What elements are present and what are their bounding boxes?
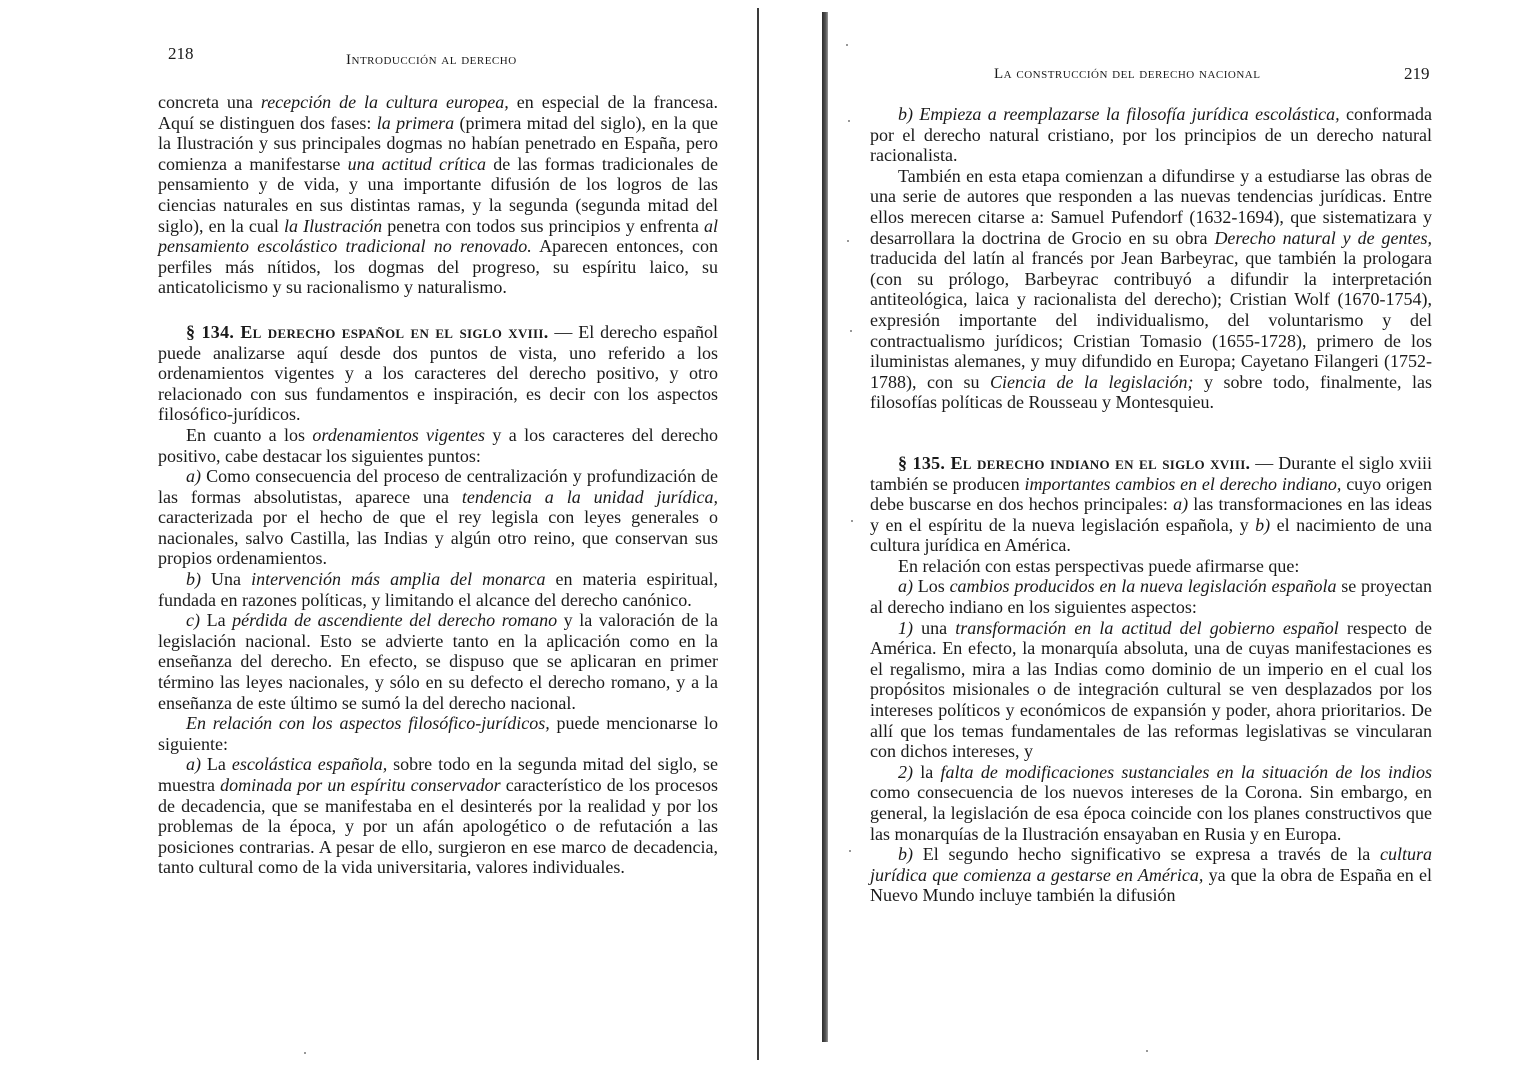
italic-text: ordenamientos vigentes (312, 424, 486, 445)
text-segment: respecto de América. En efecto, la monarquía absoluta, una de cuyas manifestaciones es el regalismo, mira a las Indias como dominio de un imperio en el cual los propósitos misionales o de integración cultural se ven desplazados por los intereses políticos y económicos de expansión y poder, ahora prioritarios. De allí que los temas fundamentales de las reformas legislativas se vincularan con dichos intereses, y (870, 617, 1432, 762)
text-segment: También en esta etapa comienzan a difundirse y a estudiarse las obras de una serie de autores que responden a las nuevas tendencias jurídicas. Entre ellos merecen citarse a: Samuel Pufendorf (1632-1694), que sistematizara y desarrollara la doctrina de Grocio en su obra (870, 165, 1432, 248)
italic-text: a) (186, 466, 201, 487)
text-segment: la (913, 761, 941, 782)
text-segment: Una (201, 569, 252, 590)
text-segment: Como consecuencia del proceso de centralización y profundización de las formas absolutistas, aparece una (158, 466, 718, 507)
italic-text: b) (898, 104, 913, 124)
page-number: 218 (168, 44, 194, 63)
italic-text: b) (186, 569, 201, 590)
paragraph (158, 610, 718, 713)
text-segment: conformada por el derecho natural cristiano, por los principios de un derecho natural racionalista. (870, 104, 1433, 166)
text-segment: y sobre todo, finalmente, las filosofías políticas de Rousseau y Montesquieu. (870, 371, 1432, 413)
text-segment: En relación con estas perspectivas puede afirmarse que: (898, 555, 1300, 576)
italic-text: b) (1255, 514, 1271, 535)
italic-text: b) (898, 844, 913, 865)
text-segment: puede mencionarse lo siguiente: (158, 713, 719, 754)
paragraph (870, 618, 1432, 762)
text-segment: ya que la obra de España en el Nuevo Mundo incluye también la difusión (870, 864, 1432, 906)
italic-text: una actitud crítica (347, 153, 486, 174)
italic-text: Ciencia de la legislación; (990, 371, 1194, 392)
italic-text: a) (898, 576, 913, 597)
running-head: Introducción al derecho (346, 52, 517, 68)
paragraph (870, 166, 1432, 413)
page-number: 219 (1404, 64, 1430, 83)
italic-text: recepción de la cultura europea, (260, 92, 509, 112)
body-text (870, 104, 1432, 906)
text-segment: el nacimiento de una cultura jurídica en América. (870, 514, 1432, 556)
italic-text: pérdida de ascendiente del derecho romano (232, 610, 558, 631)
section-paragraph (158, 322, 718, 425)
text-segment: Los (913, 576, 950, 597)
italic-text: 1) (898, 617, 913, 638)
paragraph (158, 713, 718, 754)
body-text (158, 92, 718, 878)
italic-text: cambios producidos en la nueva legislación española (949, 576, 1337, 597)
text-segment: característico de los procesos de decadencia, que se manifestaba en el desinterés por la realidad y por los problemas de la época, y por un afán apologético o de refutación a las posiciones contrarias. A pesar de ello, surgieron en ese marco de decadencia, tanto cultural como de la vida universitaria, valores individuales. (158, 775, 718, 878)
left-page (0, 0, 760, 1080)
text-segment: La (201, 754, 232, 775)
italic-text: transformación en la actitud del gobierno español (955, 617, 1339, 638)
text-segment: de las formas tradicionales de pensamiento y de vida, y una importante difusión de los logros de las ciencias naturales en sus distintas ramas, y la segunda (segunda mitad del siglo), en la cual (158, 153, 718, 236)
paragraph (158, 754, 718, 878)
paragraph (870, 104, 1432, 166)
text-segment: Aparecen entonces, con perfiles más nítidos, los dogmas del progreso, su espíritu laico, su anticatolicismo y su racionalismo y naturalismo. (158, 236, 719, 298)
text-segment: El segundo hecho significativo se expresa a través de la (913, 844, 1380, 865)
text-segment: las transformaciones en las ideas y en el espíritu de la nueva legislación española, y (870, 494, 1432, 535)
text-segment: penetra con todos sus principios y enfrenta (382, 215, 704, 236)
paragraph (870, 844, 1432, 906)
italic-text: importantes cambios en el derecho indiano, (1024, 473, 1342, 494)
right-page (766, 0, 1526, 1080)
paragraph (870, 576, 1432, 617)
text-segment: como consecuencia de los nuevos intereses de la Corona. Sin embargo, en general, la legislación de esa época coincide con los planes constructivos que las monarquías de la Ilustración ensayaban en Rusia y en Europa. (870, 782, 1432, 844)
paragraph (870, 762, 1432, 844)
text-segment: una (913, 617, 956, 638)
text-segment: En cuanto a los (186, 424, 313, 445)
text-segment: en materia espiritual, fundada en razones políticas, y limitando el alcance del derecho canónico. (158, 569, 718, 610)
text-segment: — El derecho español puede analizarse aquí desde dos puntos de vista, uno referido a los ordenamientos vigentes y a los caracteres del derecho positivo, y otro relacionado con sus fundamentos e inspiración, es decir con los aspectos filosófico-jurídicos. (158, 321, 718, 425)
paragraph (158, 466, 718, 569)
paragraph (870, 556, 1432, 577)
text-segment: en especial de la francesa. Aquí se distinguen dos fases: (158, 92, 718, 133)
running-head: La construcción del derecho nacional (994, 66, 1261, 82)
text-segment: La (199, 610, 233, 631)
italic-text: dominada por un espíritu conservador (220, 775, 501, 795)
italic-text: la Ilustración (283, 215, 383, 236)
text-segment: se proyectan al derecho indiano en los siguientes aspectos: (870, 576, 1433, 618)
italic-text: a) (1173, 494, 1189, 515)
text-segment: y la valoración de la legislación nacional. Esto se advierte tanto en la aplicación como en la enseñanza del derecho. En efecto, se dispuso que se aplicaran en primer término las leyes nacionales, y sólo en su defecto el derecho romano, y a la enseñanza de este último se sumó la del derecho nacional. (158, 610, 718, 713)
italic-text: escolástica española, (231, 754, 388, 775)
text-segment: (primera mitad del siglo), en la que la Ilustración y sus principales dogmas no habían penetrado en España, pero comienza a manifestarse (158, 112, 718, 174)
text-segment: — Durante el siglo xviii también se producen (870, 452, 1432, 494)
italic-text: tendencia a la unidad jurídica, (461, 486, 719, 507)
section-title: § 134. El derecho español en el siglo xviii. (186, 321, 549, 342)
paragraph (158, 569, 718, 610)
text-segment: concreta una (158, 92, 261, 112)
paragraph (158, 92, 718, 298)
paragraph (158, 425, 718, 466)
text-segment: y a los caracteres del derecho positivo, cabe destacar los siguientes puntos: (158, 424, 718, 466)
text-segment: cuyo origen debe buscarse en dos hechos principales: (870, 473, 1432, 515)
italic-text: Derecho natural y de gentes, (1214, 227, 1432, 248)
page-divider (757, 8, 759, 1060)
italic-text: En relación con los aspectos filosófico-jurídicos, (186, 713, 550, 734)
italic-text: cultura jurídica que comienza a gestarse en América, (870, 844, 1432, 885)
italic-text: Empieza a reemplazarse la filosofía jurídica escolástica, (919, 104, 1340, 124)
italic-text: c) (186, 610, 200, 631)
text-segment: sobre todo en la segunda mitad del siglo, se muestra (158, 754, 719, 795)
italic-text: a) (186, 754, 201, 775)
section-title: § 135. El derecho indiano en el siglo xviii. (898, 452, 1251, 473)
scan-speck (304, 1052, 306, 1054)
italic-text: 2) (898, 761, 913, 782)
section-paragraph (870, 453, 1432, 556)
text-segment: caracterizada por el hecho de que el rey legisla con leyes generales o nacionales, salvo Castilla, las Indias y algún otro reino, que conservan sus propios ordenamientos. (158, 507, 718, 569)
italic-text: la primera (376, 112, 455, 133)
italic-text: al pensamiento escolástico tradicional no renovado. (158, 215, 718, 257)
italic-text: intervención más amplia del monarca (251, 569, 546, 590)
italic-text: falta de modificaciones sustanciales en la situación de los indios (940, 761, 1432, 782)
text-segment: traducida del latín al francés por Jean Barbeyrac, que también la prologara (con su prólogo, Barbeyrac contribuyó a difundir la interpretación antiteológica, laica y racionalista del derecho); Cristian Wolf (1670-1754), expresión importante del individualismo, del voluntarismo y del contractualismo jurídicos; Cristian Tomasio (1655-1728), primero de los iluministas alemanes, y muy difundido en Europa; Cayetano Filangeri (1752-1788), con su (870, 248, 1432, 392)
